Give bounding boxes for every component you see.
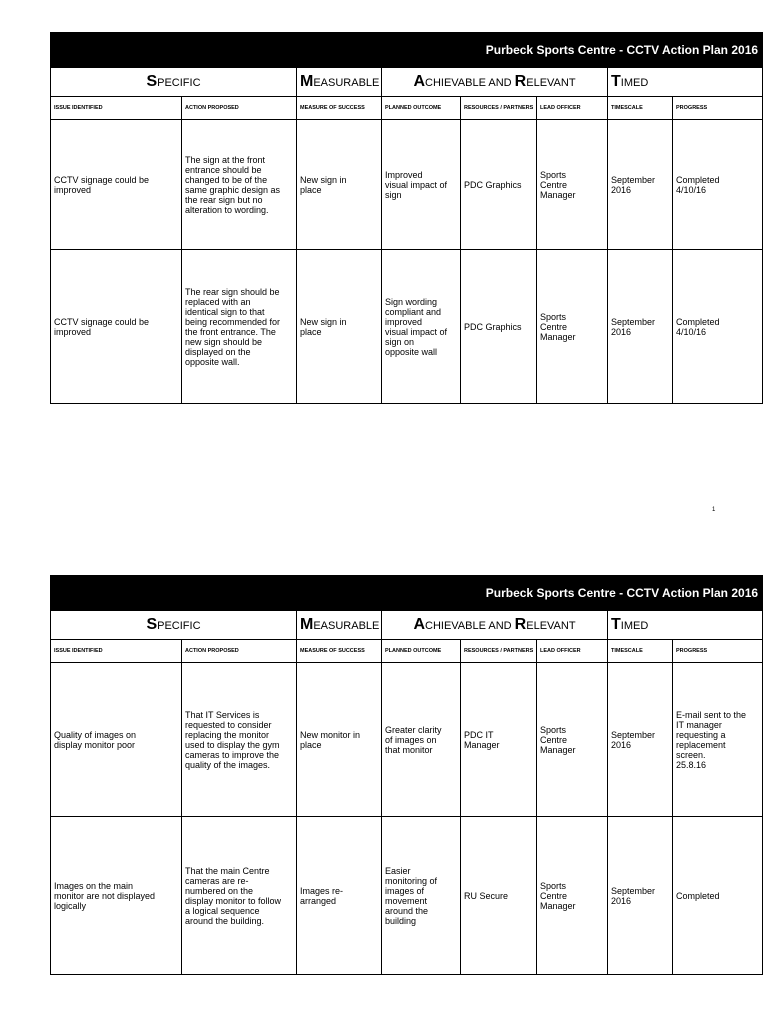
table-row (51, 250, 763, 404)
header-issue: ISSUE IDENTIFIED (51, 640, 182, 663)
header-action: ACTION PROPOSED (182, 640, 297, 663)
table-row (51, 663, 763, 817)
action-cell: That IT Services is requested to consider replacing the monitor used to display the gym cameras to improve the quality of the images. (182, 663, 297, 817)
lead-cell: Sports Centre Manager (537, 663, 608, 817)
progress-cell: E-mail sent to the IT manager requesting a replacement screen. 25.8.16 (673, 663, 763, 817)
header-issue: ISSUE IDENTIFIED (51, 97, 182, 120)
action-plan-table-2 (50, 575, 762, 975)
header-timescale: TIMESCALE (608, 97, 673, 120)
measure-cell: New sign in place (297, 120, 382, 250)
section-specific: SPECIFIC (51, 611, 297, 640)
section-measurable: MEASURABLE (297, 611, 382, 640)
header-measure: MEASURE OF SUCCESS (297, 640, 382, 663)
section-timed: TIMED (608, 68, 763, 97)
section-specific: SPECIFIC (51, 68, 297, 97)
header-action: ACTION PROPOSED (182, 97, 297, 120)
lead-cell: Sports Centre Manager (537, 817, 608, 975)
timescale-cell: September 2016 (608, 817, 673, 975)
measure-cell: Images re- arranged (297, 817, 382, 975)
action-cell: The rear sign should be replaced with an identical sign to that being recommended for the front entrance. The new sign should be displayed on the opposite wall. (182, 250, 297, 404)
outcome-cell: Easier monitoring of images of movement around the building (382, 817, 461, 975)
timescale-cell: September 2016 (608, 120, 673, 250)
resources-cell: PDC Graphics (461, 120, 537, 250)
action-cell: The sign at the front entrance should be changed to be of the same graphic design as the rear sign but no alteration to wording. (182, 120, 297, 250)
header-progress: PROGRESS (673, 97, 763, 120)
timescale-cell: September 2016 (608, 663, 673, 817)
action-plan-table-1 (50, 32, 762, 404)
outcome-cell: Improved visual impact of sign (382, 120, 461, 250)
outcome-cell: Greater clarity of images on that monitor (382, 663, 461, 817)
section-achievable-relevant: ACHIEVABLE AND RELEVANT (382, 611, 608, 640)
plan-title: Purbeck Sports Centre - CCTV Action Plan 2016 (51, 33, 763, 68)
section-timed: TIMED (608, 611, 763, 640)
section-measurable: MEASURABLE (297, 68, 382, 97)
issue-cell: CCTV signage could be improved (51, 250, 182, 404)
outcome-cell: Sign wording compliant and improved visual impact of sign on opposite wall (382, 250, 461, 404)
issue-cell: Quality of images on display monitor poor (51, 663, 182, 817)
section-achievable-relevant: ACHIEVABLE AND RELEVANT (382, 68, 608, 97)
action-cell: That the main Centre cameras are re- numbered on the display monitor to follow a logical sequence around the building. (182, 817, 297, 975)
header-progress: PROGRESS (673, 640, 763, 663)
progress-cell: Completed (673, 817, 763, 975)
measure-cell: New sign in place (297, 250, 382, 404)
progress-cell: Completed 4/10/16 (673, 250, 763, 404)
table-row (51, 817, 763, 975)
header-lead: LEAD OFFICER (537, 97, 608, 120)
resources-cell: RU Secure (461, 817, 537, 975)
timescale-cell: September 2016 (608, 250, 673, 404)
header-resources: RESOURCES / PARTNERS (461, 97, 537, 120)
resources-cell: PDC Graphics (461, 250, 537, 404)
lead-cell: Sports Centre Manager (537, 120, 608, 250)
header-measure: MEASURE OF SUCCESS (297, 97, 382, 120)
header-outcome: PLANNED OUTCOME (382, 97, 461, 120)
page-number: 1 (712, 507, 716, 513)
plan-title: Purbeck Sports Centre - CCTV Action Plan 2016 (51, 576, 763, 611)
lead-cell: Sports Centre Manager (537, 250, 608, 404)
table-row (51, 120, 763, 250)
header-lead: LEAD OFFICER (537, 640, 608, 663)
issue-cell: CCTV signage could be improved (51, 120, 182, 250)
header-resources: RESOURCES / PARTNERS (461, 640, 537, 663)
measure-cell: New monitor in place (297, 663, 382, 817)
resources-cell: PDC IT Manager (461, 663, 537, 817)
issue-cell: Images on the main monitor are not displayed logically (51, 817, 182, 975)
header-timescale: TIMESCALE (608, 640, 673, 663)
header-outcome: PLANNED OUTCOME (382, 640, 461, 663)
progress-cell: Completed 4/10/16 (673, 120, 763, 250)
